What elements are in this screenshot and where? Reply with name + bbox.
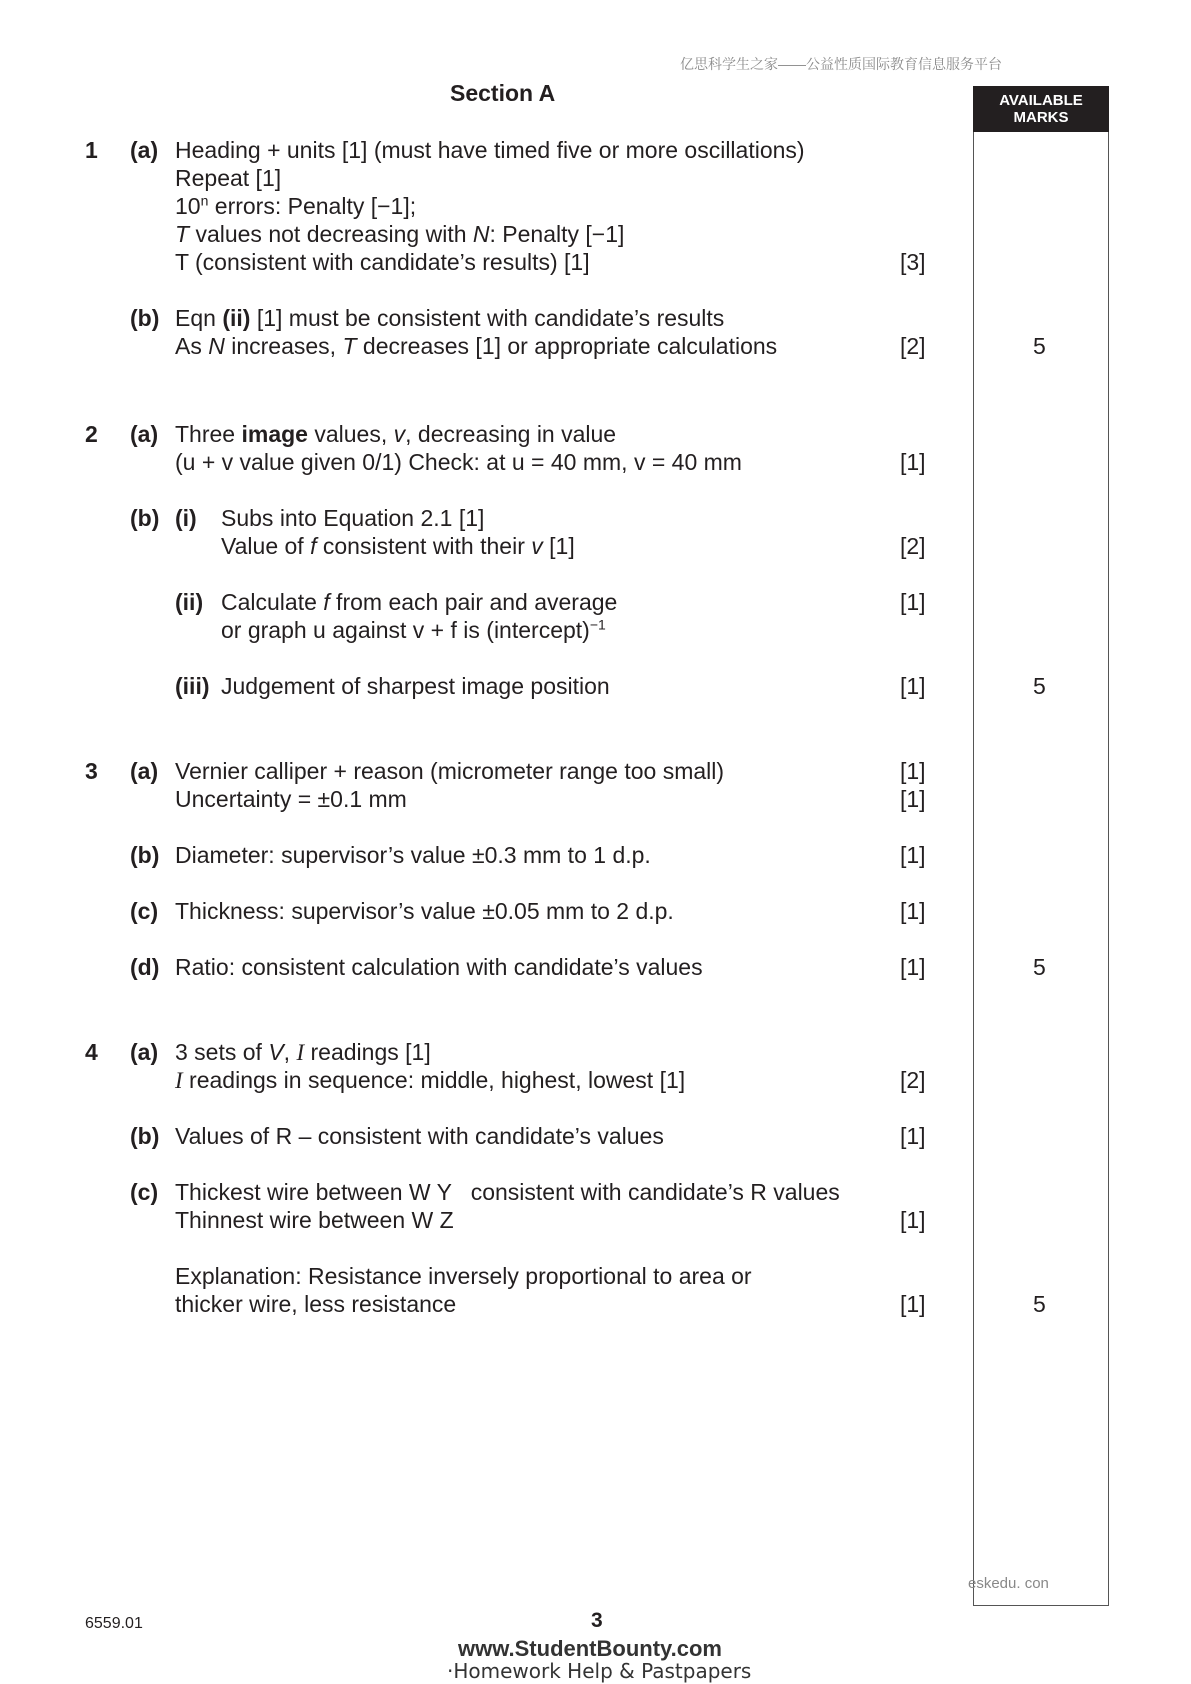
text-span: , — [283, 1039, 297, 1065]
answer-line — [221, 588, 617, 616]
part-label: (b) — [130, 505, 160, 531]
subpart-label: (iii) — [175, 673, 210, 699]
text-span: [1] must be consistent with candidate’s results — [250, 305, 725, 331]
answer-line — [175, 332, 777, 360]
answer-line — [175, 192, 416, 220]
mark-value: [1] — [900, 1291, 926, 1317]
mark-value: [2] — [900, 533, 926, 559]
answer-line: Heading + units [1] (must have timed five or more oscillations) — [175, 137, 805, 163]
page-number: 3 — [591, 1609, 603, 1632]
italic-var: v — [531, 533, 543, 559]
question-number: 4 — [85, 1039, 98, 1065]
answer-line: Judgement of sharpest image position — [221, 673, 610, 699]
text-span: Calculate — [221, 589, 324, 615]
subpart-label: (i) — [175, 505, 197, 531]
text-span: Three — [175, 421, 242, 447]
answer-line: Uncertainty = ±0.1 mm — [175, 786, 407, 812]
available-mark: 5 — [1033, 673, 1046, 699]
mark-value: [3] — [900, 249, 926, 275]
part-label: (a) — [130, 137, 159, 163]
answer-line: (u + v value given 0/1) Check: at u = 40 mm, v = 40 mm — [175, 449, 742, 475]
mark-value: [1] — [900, 673, 926, 699]
part-label: (a) — [130, 421, 159, 447]
mark-value: [1] — [900, 786, 926, 812]
studentbounty-url: www.StudentBounty.com — [458, 1636, 722, 1661]
subpart-label: (ii) — [175, 589, 204, 615]
available-marks-header — [973, 86, 1109, 132]
answer-line — [221, 532, 575, 560]
answer-line — [221, 616, 606, 644]
answer-line: Thickest wire between W Y consistent with candidate’s R values — [175, 1179, 840, 1205]
mark-value: [1] — [900, 954, 926, 980]
text-span: : Penalty [−1] — [489, 221, 625, 247]
part-label: (a) — [130, 758, 159, 784]
answer-line: Thinnest wire between W Z — [175, 1207, 454, 1233]
text-span: readings [1] — [304, 1039, 431, 1065]
mark-value: [2] — [900, 1067, 926, 1093]
text-span: Eqn — [175, 305, 223, 331]
bold-span: (ii) — [222, 305, 251, 331]
question-number: 1 — [85, 137, 98, 163]
site-watermark: eskedu. con — [968, 1575, 1049, 1592]
italic-var: I — [296, 1040, 305, 1065]
mark-value: [1] — [900, 898, 926, 924]
text-span: As — [175, 333, 209, 359]
superscript: n — [200, 192, 209, 209]
marks-header-line1: AVAILABLE — [999, 92, 1083, 109]
text-span: values not decreasing with — [189, 221, 473, 247]
watermark-text: 亿思科学生之家——公益性质国际教育信息服务平台 — [680, 56, 1002, 72]
answer-line: T (consistent with candidate’s results) [1] — [175, 249, 590, 275]
text-span: 10 — [175, 193, 201, 219]
marks-header-line2: MARKS — [1013, 109, 1069, 126]
available-mark: 5 — [1033, 1291, 1046, 1317]
text-span: from each pair and average — [329, 589, 618, 615]
text-span: or graph u against v + f is (intercept) — [221, 617, 590, 643]
text-span: 3 sets of — [175, 1039, 269, 1065]
section-title: Section A — [450, 80, 556, 106]
part-label: (d) — [130, 954, 160, 980]
italic-var: T — [342, 333, 357, 359]
part-label: (b) — [130, 1123, 160, 1149]
text-span: Value of — [221, 533, 311, 559]
answer-line — [175, 220, 624, 248]
question-number: 2 — [85, 421, 98, 447]
question-number: 3 — [85, 758, 98, 784]
text-span: decreases [1] or appropriate calculations — [356, 333, 778, 359]
mark-value: [1] — [900, 842, 926, 868]
part-label: (c) — [130, 898, 159, 924]
superscript: −1 — [589, 616, 606, 633]
mark-value: [1] — [900, 758, 926, 784]
answer-line — [175, 420, 616, 448]
part-label: (b) — [130, 305, 160, 331]
answer-line: Thickness: supervisor’s value ±0.05 mm to 2 d.p. — [175, 898, 674, 924]
italic-var: v — [393, 421, 406, 447]
answer-line: Diameter: supervisor’s value ±0.3 mm to 1 d.p. — [175, 842, 651, 868]
answer-line: Values of R – consistent with candidate’s values — [175, 1123, 664, 1149]
answer-line — [175, 1066, 685, 1095]
italic-var: T — [175, 221, 190, 247]
mark-value: [1] — [900, 1207, 926, 1233]
mark-value: [2] — [900, 333, 926, 359]
answer-line: Explanation: Resistance inversely proportional to area or — [175, 1263, 752, 1289]
answer-line: thicker wire, less resistance — [175, 1291, 457, 1317]
studentbounty-tagline: ·Homework Help & Pastpapers — [447, 1659, 752, 1683]
available-mark: 5 — [1033, 954, 1046, 980]
italic-var: I — [175, 1068, 183, 1093]
text-span: readings in sequence: middle, highest, lowest [1] — [182, 1067, 686, 1093]
answer-line — [175, 1038, 431, 1067]
paper-code: 6559.01 — [85, 1615, 143, 1632]
italic-var: f — [310, 533, 317, 559]
bold-span: image — [241, 421, 308, 447]
italic-var: N — [472, 221, 490, 247]
text-span: increases, — [224, 333, 343, 359]
text-span: values, — [307, 421, 394, 447]
mark-value: [1] — [900, 449, 926, 475]
text-span: consistent with their — [316, 533, 532, 559]
part-label: (a) — [130, 1039, 159, 1065]
italic-var: V — [268, 1039, 284, 1065]
mark-value: [1] — [900, 589, 926, 615]
text-span: errors: Penalty [−1]; — [208, 193, 417, 219]
mark-value: [1] — [900, 1123, 926, 1149]
answer-line — [175, 304, 724, 332]
italic-var: f — [323, 589, 330, 615]
text-span: [1] — [542, 533, 575, 559]
answer-line: Subs into Equation 2.1 [1] — [221, 505, 485, 531]
answer-line: Ratio: consistent calculation with candidate’s values — [175, 954, 703, 980]
available-mark: 5 — [1033, 333, 1046, 359]
answer-line: Vernier calliper + reason (micrometer range too small) — [175, 758, 725, 784]
italic-var: N — [208, 333, 225, 359]
answer-line: Repeat [1] — [175, 165, 282, 191]
text-span: , decreasing in value — [405, 421, 617, 447]
part-label: (b) — [130, 842, 160, 868]
part-label: (c) — [130, 1179, 159, 1205]
